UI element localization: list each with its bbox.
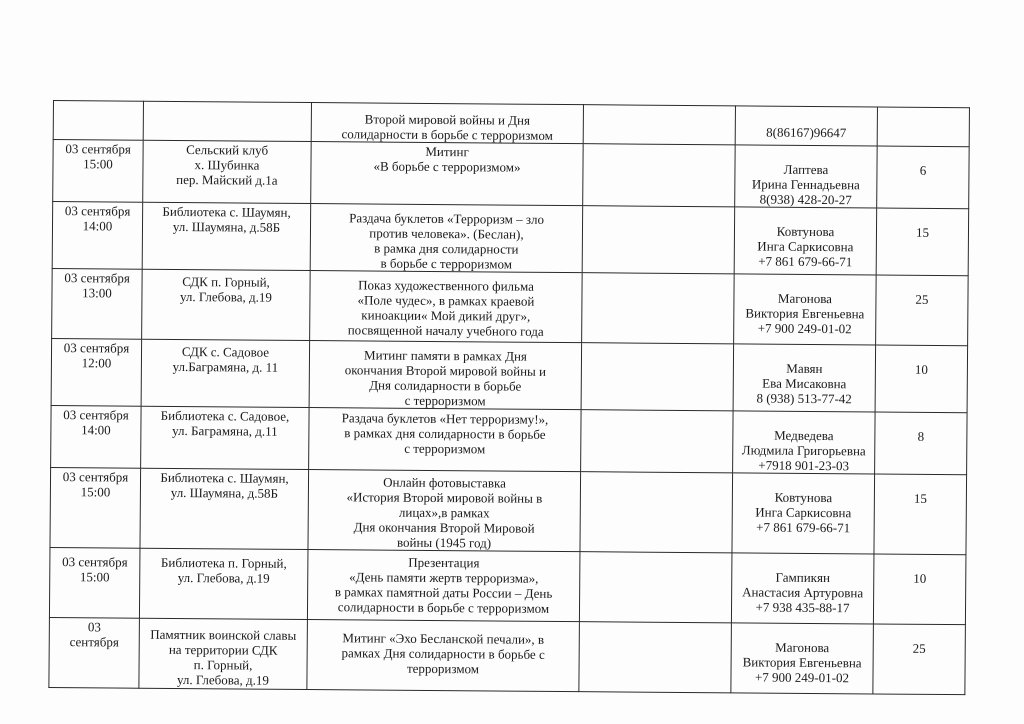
place-cell: Библиотека с. Садовое, ул. Баграмяна, д.11 bbox=[141, 406, 309, 469]
table-row bbox=[49, 617, 966, 694]
empty-cell bbox=[581, 343, 734, 411]
event-cell: Презентация «День памяти жертв терроризма», в рамках памятной даты России – День солидарности в борьбе с терроризмом bbox=[307, 550, 580, 622]
place-cell: СДК с. Садовое ул.Баграмяна, д. 11 bbox=[141, 339, 310, 407]
responsible-cell: Ковтунова Инга Саркисовна +7 861 679-66-71 bbox=[734, 207, 877, 275]
event-cell: Раздача буклетов «Нет терроризму!», в рамках дня солидарности в борьбе с терроризмом bbox=[309, 408, 581, 472]
responsible-cell: 8(86167)96647 bbox=[735, 106, 877, 146]
responsible-cell: Гампикян Анастасия Артуровна +7 938 435-88-17 bbox=[731, 553, 874, 624]
table-row bbox=[52, 202, 968, 276]
date-cell: 03 сентября 15:00 bbox=[53, 140, 143, 203]
events-table bbox=[48, 100, 970, 695]
empty-cell bbox=[579, 622, 732, 693]
place-cell: Библиотека с. Шаумян, ул. Шаумяна, д.58Б bbox=[142, 202, 311, 270]
table-row bbox=[52, 268, 969, 345]
count-cell: 8 bbox=[875, 412, 967, 475]
empty-cell bbox=[579, 552, 732, 623]
responsible-cell: Мавян Ева Мисаковна 8 (938) 513-77-42 bbox=[733, 344, 876, 412]
empty-cell bbox=[583, 144, 735, 207]
date-cell bbox=[53, 101, 143, 141]
date-cell: 03 сентября 14:00 bbox=[51, 405, 141, 468]
place-cell: СДК п. Горный, ул. Глебова, д.19 bbox=[142, 269, 311, 340]
count-cell: 10 bbox=[875, 345, 968, 413]
empty-cell bbox=[582, 273, 735, 344]
date-cell: 03 сентября 15:00 bbox=[50, 467, 141, 548]
count-cell: 6 bbox=[877, 146, 969, 209]
date-cell: 03 сентября 12:00 bbox=[51, 338, 142, 406]
empty-cell bbox=[580, 472, 733, 553]
empty-cell bbox=[581, 410, 733, 473]
responsible-cell: Магонова Виктория Евгеньевна +7 900 249-01-02 bbox=[734, 274, 877, 345]
place-cell: Памятник воинской славы на территории СДК п. Горный, ул. Глебова, д.19 bbox=[139, 618, 308, 689]
date-cell: 03 сентября 14:00 bbox=[52, 202, 143, 270]
event-cell: Второй мировой войны и Дня солидарности в борьбе с терроризмом bbox=[311, 103, 583, 144]
table-row bbox=[49, 547, 966, 624]
responsible-cell: Лаптева Ирина Геннадьевна 8(938) 428-20-27 bbox=[735, 145, 877, 208]
count-cell: 25 bbox=[876, 275, 969, 346]
table-row bbox=[50, 467, 967, 554]
date-cell: 03 сентября 13:00 bbox=[52, 268, 143, 339]
place-cell: Библиотека с. Шаумян, ул. Шаумяна, д.58Б bbox=[140, 468, 309, 549]
event-cell: Онлайн фотовыставка «История Второй мировой войны в лицах»,в рамках Дня окончания Второй Мировой войны (1945 год) bbox=[308, 470, 581, 552]
place-cell: Сельский клуб х. Шубинка пер. Майский д.1а bbox=[143, 140, 311, 203]
event-cell: Показ художественного фильма «Поле чудес», в рамках краевой киноакции« Мой дикий друг», посвященной началу учебного года bbox=[310, 271, 583, 343]
responsible-cell: Медведева Людмила Григорьевна +7918 901-23-03 bbox=[733, 411, 875, 474]
count-cell: 15 bbox=[876, 208, 969, 276]
place-cell bbox=[143, 101, 311, 141]
place-cell: Библиотека п. Горный, ул. Глебова, д.19 bbox=[139, 548, 308, 619]
event-cell: Митинг «Эхо Бесланской печали», в рамках Дня солидарности в борьбе с терроризмом bbox=[307, 620, 580, 692]
table-row bbox=[51, 405, 967, 474]
count-cell bbox=[877, 107, 969, 147]
count-cell: 10 bbox=[873, 554, 966, 625]
table-row bbox=[51, 338, 967, 412]
count-cell: 15 bbox=[874, 474, 967, 555]
date-cell: 03 сентября bbox=[49, 617, 140, 688]
responsible-cell: Магонова Виктория Евгеньевна +7 900 249-01-02 bbox=[731, 623, 874, 694]
table-row bbox=[53, 140, 969, 209]
date-cell: 03 сентября 15:00 bbox=[49, 547, 140, 618]
responsible-cell: Ковтунова Инга Саркисовна +7 861 679-66-71 bbox=[732, 473, 875, 554]
event-cell: Митинг памяти в рамках Дня окончания Второй мировой войны и Дня солидарности в борьбе с терроризмом bbox=[309, 341, 582, 410]
count-cell: 25 bbox=[873, 624, 966, 695]
event-cell: Раздача буклетов «Терроризм – зло против человека». (Беслан), в рамка дня солидарности в борьбе с терроризмом bbox=[310, 204, 583, 273]
empty-cell bbox=[583, 105, 735, 145]
empty-cell bbox=[582, 206, 735, 274]
event-cell: Митинг «В борьбе с терроризмом» bbox=[311, 142, 583, 206]
